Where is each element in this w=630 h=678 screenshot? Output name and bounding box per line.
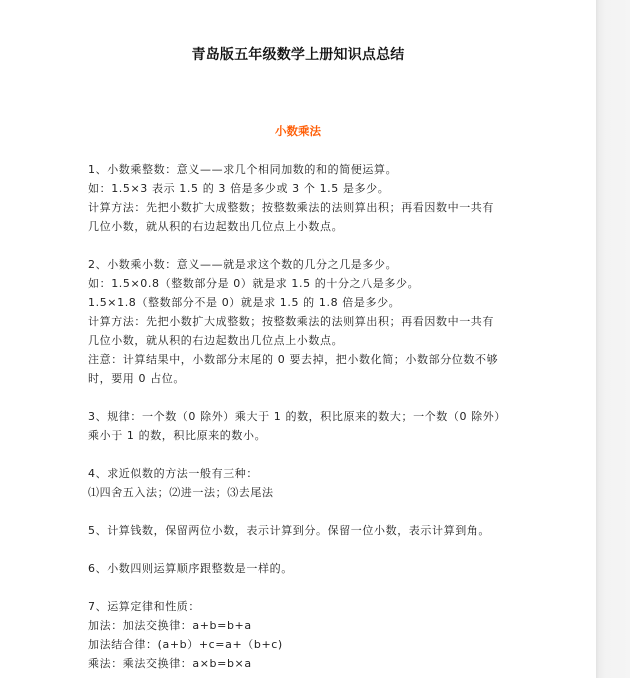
text-line: 计算方法：先把小数扩大成整数；按整数乘法的法则算出积；再看因数中一共有 xyxy=(88,201,494,214)
text-line: 乘法：乘法交换律：a×b=b×a xyxy=(88,657,252,670)
paragraph-gap xyxy=(88,540,518,559)
paragraph-gap xyxy=(88,578,518,597)
paragraph-gap xyxy=(88,445,518,464)
text-line: 加法结合律：(a+b）+c=a+（b+c) xyxy=(88,638,283,651)
paragraph-gap xyxy=(88,502,518,521)
paragraph-gap xyxy=(88,388,518,407)
text-line: 1.5×1.8（整数部分不是 0）就是求 1.5 的 1.8 倍是多少。 xyxy=(88,296,401,309)
text-line: 5、计算钱数，保留两位小数，表示计算到分。保留一位小数，表示计算到角。 xyxy=(88,524,490,537)
text-line: 7、运算定律和性质： xyxy=(88,600,200,613)
text-line: ⑴四舍五入法；⑵进一法；⑶去尾法 xyxy=(88,486,274,499)
text-line: 乘小于 1 的数，积比原来的数小。 xyxy=(88,429,267,442)
paragraph-gap xyxy=(88,236,518,255)
text-line: 2、小数乘小数：意义——就是求这个数的几分之几是多少。 xyxy=(88,258,398,271)
viewer-side-gutter xyxy=(596,0,630,678)
text-line: 4、求近似数的方法一般有三种： xyxy=(88,467,258,480)
text-line: 时，要用 0 占位。 xyxy=(88,372,185,385)
text-line: 注意：计算结果中，小数部分末尾的 0 要去掉，把小数化简；小数部分位数不够 xyxy=(88,353,499,366)
text-line: 几位小数，就从积的右边起数出几位点上小数点。 xyxy=(88,334,344,347)
text-line: 1、小数乘整数：意义——求几个相同加数的和的简便运算。 xyxy=(88,163,398,176)
text-line: 几位小数，就从积的右边起数出几位点上小数点。 xyxy=(88,220,344,233)
document-body xyxy=(88,160,518,673)
text-line: 3、规律：一个数（0 除外）乘大于 1 的数，积比原来的数大；一个数（0 除外） xyxy=(88,410,506,423)
text-line: 计算方法：先把小数扩大成整数；按整数乘法的法则算出积；再看因数中一共有 xyxy=(88,315,494,328)
text-line: 如：1.5×0.8（整数部分是 0）就是求 1.5 的十分之八是多少。 xyxy=(88,277,420,290)
text-line: 加法：加法交换律：a+b=b+a xyxy=(88,619,252,632)
document-title: 青岛版五年级数学上册知识点总结 xyxy=(191,47,405,63)
section-title: 小数乘法 xyxy=(275,124,321,138)
text-line: 6、小数四则运算顺序跟整数是一样的。 xyxy=(88,562,293,575)
text-line: 如：1.5×3 表示 1.5 的 3 倍是多少或 3 个 1.5 是多少。 xyxy=(88,182,390,195)
